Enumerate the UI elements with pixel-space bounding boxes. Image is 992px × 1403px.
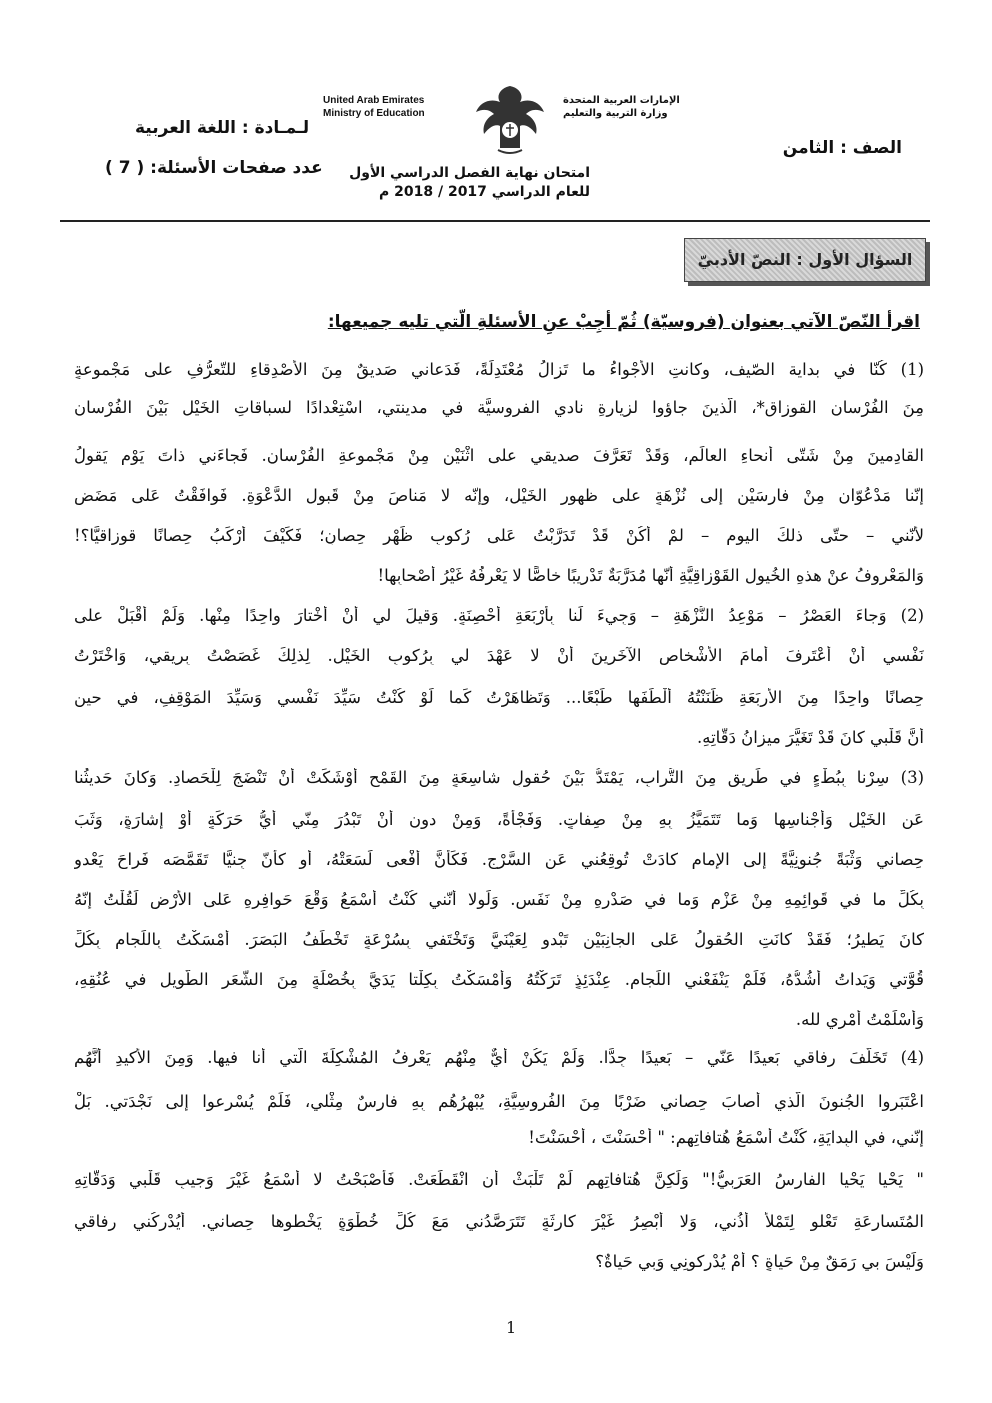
text-line: نَفْسي أنْ أعْتَرِفَ أمامَ الأشْخاصِ الآخَرينَ أنْ لا عَهْدَ لي بِرُكوبِ الخَيْلِ. لِذلِكَ غَصَصْتُ بِريقي، وَاخْتَرْتُ <box>74 646 924 665</box>
question-title-box <box>684 238 926 282</box>
text-line: " يَحْيا يَحْيا الفارِسُ العَرَبِيُّ!" وَلَكِنَّ هُتافاتِهِم لَمْ تَلْبَثْ أنِ انْقَطَعَتْ. فَأصْبَحْتُ لا أسْمَعُ غَيْرَ وَجيبِ قَلْبي وَدَقّاتِهِ <box>74 1170 924 1189</box>
text-line: وَأسْلَمْتُ أمْري لله. <box>795 1010 924 1029</box>
text-line: وَلَيْسَ بي رَمَقٌ مِنْ حَياةٍ ؟ أَمْ يُدْرِكونِي وَبي حَياةٌ؟ <box>595 1252 924 1271</box>
exam-title: امتحان نهاية الفصل الدراسي الأول <box>349 165 590 181</box>
header-divider <box>60 220 930 222</box>
text-line: وَالمَعْروفُ عنْ هذهِ الخُيولِ القَوْزاقِيَّةِ أنّها مُدَرَّبَةٌ تَدْريبًا خاصًّا لا يَعْرِفُهُ غَيْرُ أصْحابِها! <box>377 566 924 585</box>
text-line: (2) وَجاءَ العَصْرُ – مَوْعِدُ النُّزْهَةِ – وَجِيءَ لَنا بِأرْبَعَةِ أحْصِنَةٍ. وَقيلَ لي أنْ أَخْتارَ واحِدًا مِنْها. وَلَمْ أَقْبَلْ على <box>74 606 924 625</box>
pages-count-label: عدد صفحات الأسئلة: ( 7 ) <box>105 158 323 178</box>
text-line: القادِمينَ مِنْ شَتّى أنحاءِ العالَمِ، وَقَدْ تَعَرَّفَ صديقي على اثْنَيْنِ مِنْ مَجْموعةِ الفُرْسانِ. فَجاءَني ذاتَ يَوْمٍ يَقولُ <box>74 446 924 465</box>
text-line: إنّني، في البِدايَةِ، كُنْتُ أسْمَعُ هُتافاتِهِم: " أحْسَنْتَ ، أحْسَنْتَ! <box>528 1128 924 1147</box>
text-line: (3) سِرْنا بِبُطْءٍ في طَريقٍ مِنَ التُّرابِ، يَمْتَدُّ بَيْنَ حُقولٍ شاسِعَةٍ مِنَ القَمْحِ أوْشَكَتْ أنْ تَنْضَجَ لِلْحَصادِ. وَكانَ حَديثُنا <box>74 768 924 787</box>
text-line: حِصاني وَثْبَةً جُنونِيَّةً إلى الإمامِ كادَتْ تُوقِعُني عَنِ السَّرْجِ. فَكَأنَّ أفْعى لَسَعَتْهُ، أو كأنّ جِنيًّا تَقَمَّصَه فَراحَ يَعْدو <box>74 850 924 869</box>
subject-label: لـمـادة : اللغة العربية <box>135 118 310 138</box>
text-line: (1) كُنّا في بداية الصّيف، وكانتِ الأجْواءُ ما تَزالُ مُعْتَدِلَةً، فَدَعاني صَديقٌ مِنَ الأصْدِقاءِ للتّعرُّفِ على مَجْموعةٍ <box>74 360 924 379</box>
uae-emblem-icon <box>470 78 550 158</box>
ministry-english: Ministry of Education <box>323 108 425 119</box>
question-title: السؤال الأول : النصّ الأدبيّ <box>697 250 913 269</box>
page-number: 1 <box>506 1318 517 1337</box>
text-line: لأنّني – حتّى ذلكَ اليومِ – لمْ أكُنْ قَدْ تَدَرَّبْتُ عَلى رُكوبِ ظَهْرِ حِصانٍ؛ فَكَيْفَ أرْكَبُ حِصانًا قوزاقيًّا؟! <box>74 526 924 545</box>
country-arabic: الإمارات العربية المتحدة <box>563 95 680 106</box>
exam-year: للعام الدراسي 2017 / 2018 م <box>378 184 590 200</box>
ministry-arabic: وزارة التربية والتعليم <box>563 108 668 119</box>
text-line: مِنَ الفُرْسانِ القوزاق*، الّذينَ جاؤوا لزيارةِ نادي الفروسيَّة في مدينتي، اسْتِعْدادًا لسباقاتِ الخَيْلِ بَيْنَ الفُرْسانِ <box>74 398 924 417</box>
text-line: المُتَسارِعَةِ تَعْلو لِتَمْلأَ أُذُني، وَلا أُبْصِرُ غَيْرَ كارِثَةٍ تَتَرَصَّدُني مَعَ كُلِّ خُطْوَةٍ يَخْطوها حِصاني. أيُدْرِكُني رِفاقي <box>74 1212 924 1231</box>
text-line: أنَّ قَلْبي كانَ قَدْ تَغَيَّرَ ميزانُ دَقّاتِهِ. <box>696 728 924 747</box>
text-line: حِصانًا واحِدًا مِنَ الأربَعَةِ ظَنَنْتُهُ ألْطَفَها طَبْعًا... وَتَظاهَرْتُ كَما لَوْ كُنْتُ سَيِّدَ نَفْسي وَسَيِّدَ المَوْقِفِ، في حينِ <box>74 688 924 707</box>
text-line: كانَ يَطيرُ؛ فَقَدْ كانَتِ الحُقولُ عَلى الجانِبَيْنِ تَبْدو لِعَيْنَيَّ وَتَخْتَفي بِسُرْعَةٍ تَخْطَفُ البَصَرَ. أمْسَكْتُ بِاللِّجامِ بِكُلِّ <box>74 930 924 949</box>
text-line: إنّنا مَدْعُوّانِ مِنْ فارِسَيْنِ إلى نُزْهَةٍ على ظهورِ الخَيْلِ، وإنّه لا مَناصَ مِنْ قَبولِ الدَّعْوَةِ. فَوافَقْتُ عَلى مَضَضٍ <box>74 486 924 505</box>
text-line: اعْتَبَروا الجُنونَ الّذي أصابَ حِصاني ضَرْبًا مِنَ الفُروسِيَّةِ، يُبْهِرُهُم بِهِ فارِسٌ مِثْلي، فَلَمْ يُسْرِعوا إلى نَجْدَتي. بَلْ <box>74 1092 924 1111</box>
text-line: (4) تَخَلَّفَ رِفاقي بَعيدًا عَنّي – بَعيدًا جِدًّا. وَلَمْ يَكُنْ أيٌّ مِنْهُم يَعْرِفُ المُشْكِلَةَ الّتي أنا فيها. وَمِنَ الأكيدِ أنَّهُم <box>74 1048 924 1067</box>
reading-instruction: اقرأ النّصّ الآتي بعنوان (فروسيّة) ثُمّ أجِبْ عنِ الأسئلةِ الّتي تليه جميعها: <box>327 312 920 332</box>
grade-label: الصف : الثامن <box>782 138 902 158</box>
text-line: عَنِ الخَيْلِ وَأجْناسِها وَما تَتَمَيَّزُ بِهِ مِنْ صِفاتٍ. وَفَجْأةً، وَمِنْ دونِ أنْ تَبْدُرَ مِنّي أيُّ حَرَكَةٍ أوْ إشارَةٍ، وَثَبَ <box>74 810 924 829</box>
text-line: بِكُلِّ ما في قَوائِمِهِ مِنْ عَزْمٍ وَما في صَدْرِهِ مِنْ نَفَسٍ. وَلَولا أنّني كُنْتُ أسْمَعُ وَقْعَ حَوافِرِهِ عَلى الأرْضِ لَقُلْتُ إنّهُ <box>74 890 924 909</box>
country-english: United Arab Emirates <box>323 95 425 106</box>
text-line: قُوَّتي وَيَداتُ أشُدُّهُ، فَلَمْ يَنْفَعْني اللِّجام. عِنْدَئِذٍ تَرَكْتُهُ وَأمْسَكْتُ بِكِلْتا يَدَيَّ بِخُصْلَةٍ مِنَ الشَّعَرِ الطَّويلِ في عُنُقِهِ، <box>74 970 924 989</box>
